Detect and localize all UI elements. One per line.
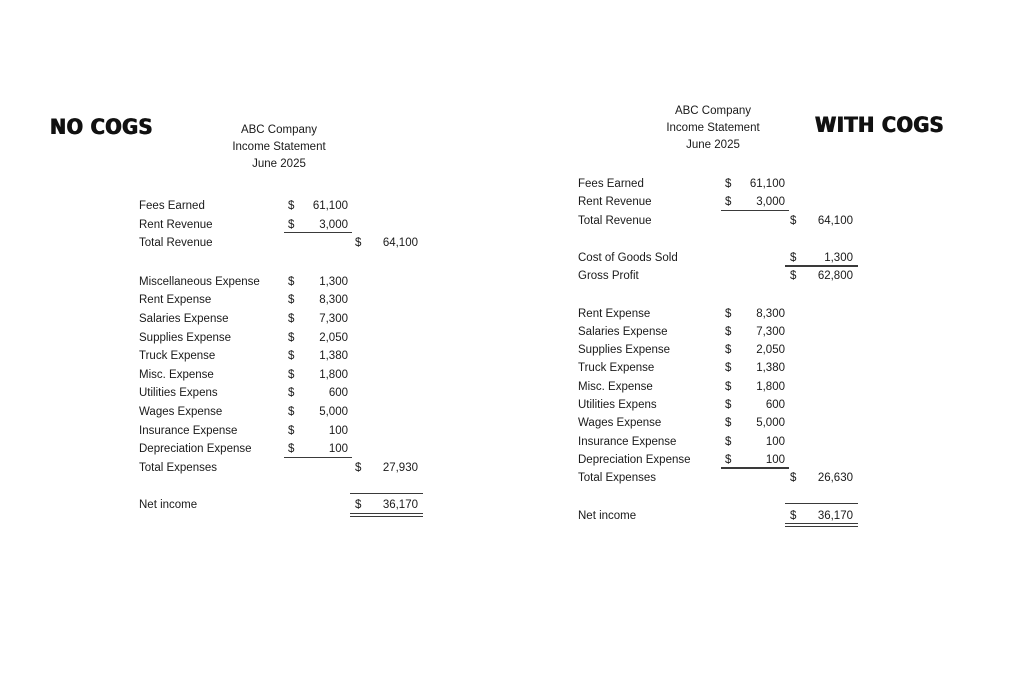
amount-value: 64,100 [382, 237, 418, 250]
currency-symbol: $ [355, 499, 362, 512]
statement-line-item [0, 267, 1024, 285]
line-item-label: Depreciation Expense [578, 453, 691, 466]
line-item-amount-col2 [790, 249, 853, 267]
currency-symbol: $ [725, 453, 732, 466]
line-item-amount-col1 [725, 323, 785, 341]
amount-value: 64,100 [817, 214, 853, 227]
line-item-label: Utilities Expens [139, 387, 218, 400]
amount-value: 600 [328, 387, 348, 400]
amount-value: 1,800 [756, 380, 785, 393]
statement-type: Income Statement [666, 122, 760, 134]
amount-value: 7,300 [756, 325, 785, 338]
statement-line-item [0, 433, 1024, 451]
amount-value: 1,300 [824, 251, 853, 264]
line-item-label: Rent Expense [578, 307, 651, 320]
currency-symbol: $ [355, 237, 362, 250]
currency-symbol: $ [288, 424, 295, 437]
company-name: ABC Company [240, 124, 318, 136]
line-item-label: Depreciation Expense [139, 443, 252, 456]
line-item-amount-col1 [725, 414, 785, 432]
currency-symbol: $ [288, 406, 295, 418]
currency-symbol: $ [355, 461, 362, 474]
currency-symbol: $ [288, 218, 295, 231]
currency-symbol: $ [790, 472, 797, 485]
line-item-amount-col2 [790, 507, 853, 525]
amount-value: 27,930 [382, 461, 418, 474]
line-item-label: Insurance Expense [578, 435, 677, 448]
currency-symbol: $ [725, 399, 732, 411]
amount-value: 36,170 [382, 499, 418, 512]
amount-value: 26,630 [817, 472, 853, 485]
statement-period: June 2025 [686, 139, 740, 151]
statement-line-item [0, 341, 1024, 359]
amount-value: 8,300 [319, 294, 348, 307]
amount-value: 100 [328, 443, 348, 456]
currency-symbol: $ [288, 350, 295, 363]
company-name: ABC Company [674, 105, 752, 117]
line-item-label: Wages Expense [578, 417, 662, 430]
currency-symbol: $ [790, 251, 797, 264]
line-item-amount-col1 [725, 451, 785, 469]
currency-symbol: $ [725, 435, 732, 448]
statement-line-item [0, 305, 1024, 323]
amount-value: 5,000 [756, 417, 785, 430]
amount-value: 600 [765, 399, 785, 411]
line-item-label: Utilities Expens [578, 399, 657, 411]
statement-line-item [0, 378, 1024, 396]
line-item-label: Net income [578, 509, 637, 522]
statement-line-item [0, 323, 1024, 341]
statement-line-item [0, 507, 1024, 525]
statement-line-item [0, 249, 1024, 267]
statement-line-item [0, 212, 1024, 230]
statement-line-item [0, 359, 1024, 377]
line-item-label: Misc. Expense [578, 380, 653, 393]
amount-value: 3,000 [756, 196, 785, 209]
line-item-label: Insurance Expense [139, 424, 238, 437]
currency-symbol: $ [790, 509, 797, 522]
annotation-no-cogs: NO COGS [50, 115, 153, 139]
statement-line-item [0, 414, 1024, 432]
line-item-label: Truck Expense [139, 350, 216, 363]
amount-value: 2,050 [319, 331, 348, 344]
amount-value: 2,050 [756, 344, 785, 357]
line-item-label: Total Revenue [578, 214, 652, 227]
line-item-label: Rent Revenue [139, 218, 213, 231]
currency-symbol: $ [288, 387, 295, 400]
amount-value: 62,800 [817, 270, 853, 283]
line-item-label: Total Expenses [139, 461, 217, 474]
statement-period: June 2025 [252, 158, 306, 170]
line-item-label: Supplies Expense [139, 331, 232, 344]
amount-value: 1,380 [319, 350, 348, 363]
amount-value: 61,100 [312, 200, 348, 212]
line-item-amount-col2 [790, 212, 853, 230]
line-item-amount-col2 [790, 469, 853, 487]
currency-symbol: $ [288, 443, 295, 456]
total-rule-top [785, 503, 858, 504]
amount-value: 3,000 [319, 218, 348, 231]
annotation-with-cogs: WITH COGS [815, 113, 945, 137]
statement-type: Income Statement [232, 141, 326, 153]
currency-symbol: $ [288, 368, 295, 381]
line-item-amount-col1 [725, 378, 785, 396]
currency-symbol: $ [790, 270, 797, 283]
line-item-label: Wages Expense [139, 406, 223, 418]
amount-value: 100 [765, 435, 785, 448]
currency-symbol: $ [288, 200, 295, 212]
currency-symbol: $ [725, 178, 732, 190]
grand-total-double-rule [785, 523, 858, 524]
statement-line-item [0, 193, 1024, 211]
line-item-label: Salaries Expense [578, 325, 668, 338]
line-item-amount-col1 [725, 396, 785, 414]
line-item-amount-col1 [725, 433, 785, 451]
statement-line-item [0, 469, 1024, 487]
line-item-amount-col1 [725, 359, 785, 377]
currency-symbol: $ [725, 380, 732, 393]
amount-value: 100 [328, 424, 348, 437]
line-item-label: Fees Earned [578, 178, 644, 190]
currency-symbol: $ [725, 196, 732, 209]
amount-value: 8,300 [756, 307, 785, 320]
currency-symbol: $ [725, 362, 732, 375]
amount-value: 1,380 [756, 362, 785, 375]
statement-line-item [0, 396, 1024, 414]
statement-line-item [0, 175, 1024, 193]
currency-symbol: $ [725, 307, 732, 320]
line-item-amount-col1 [725, 175, 785, 193]
amount-value: 1,300 [319, 275, 348, 288]
line-item-label: Gross Profit [578, 270, 639, 283]
amount-value: 5,000 [319, 406, 348, 418]
statement-title-block-left [179, 122, 379, 173]
currency-symbol: $ [790, 214, 797, 227]
currency-symbol: $ [725, 325, 732, 338]
line-item-amount-col1 [725, 305, 785, 323]
currency-symbol: $ [288, 331, 295, 344]
amount-value: 7,300 [319, 313, 348, 325]
line-item-label: Miscellaneous Expense [139, 275, 260, 288]
line-item-label: Cost of Goods Sold [578, 251, 678, 264]
line-item-amount-col1 [725, 341, 785, 359]
line-item-label: Total Expenses [578, 472, 656, 485]
currency-symbol: $ [288, 294, 295, 307]
amount-value: 1,800 [319, 368, 348, 381]
line-item-label: Fees Earned [139, 200, 205, 212]
currency-symbol: $ [288, 313, 295, 325]
total-rule-top [350, 493, 423, 494]
amount-value: 100 [765, 453, 785, 466]
statement-line-item [0, 451, 1024, 469]
line-item-label: Rent Revenue [578, 196, 652, 209]
line-item-label: Truck Expense [578, 362, 655, 375]
line-item-label: Net income [139, 499, 198, 512]
currency-symbol: $ [288, 275, 295, 288]
currency-symbol: $ [725, 344, 732, 357]
statement-title-block-right [613, 103, 813, 154]
currency-symbol: $ [725, 417, 732, 430]
line-item-amount-col2 [790, 267, 853, 285]
amount-value: 61,100 [749, 178, 785, 190]
amount-value: 36,170 [817, 509, 853, 522]
line-item-label: Salaries Expense [139, 313, 229, 325]
line-item-label: Supplies Expense [578, 344, 671, 357]
line-item-label: Misc. Expense [139, 368, 214, 381]
line-item-amount-col1 [725, 193, 785, 211]
line-item-label: Total Revenue [139, 237, 213, 250]
line-item-label: Rent Expense [139, 294, 212, 307]
